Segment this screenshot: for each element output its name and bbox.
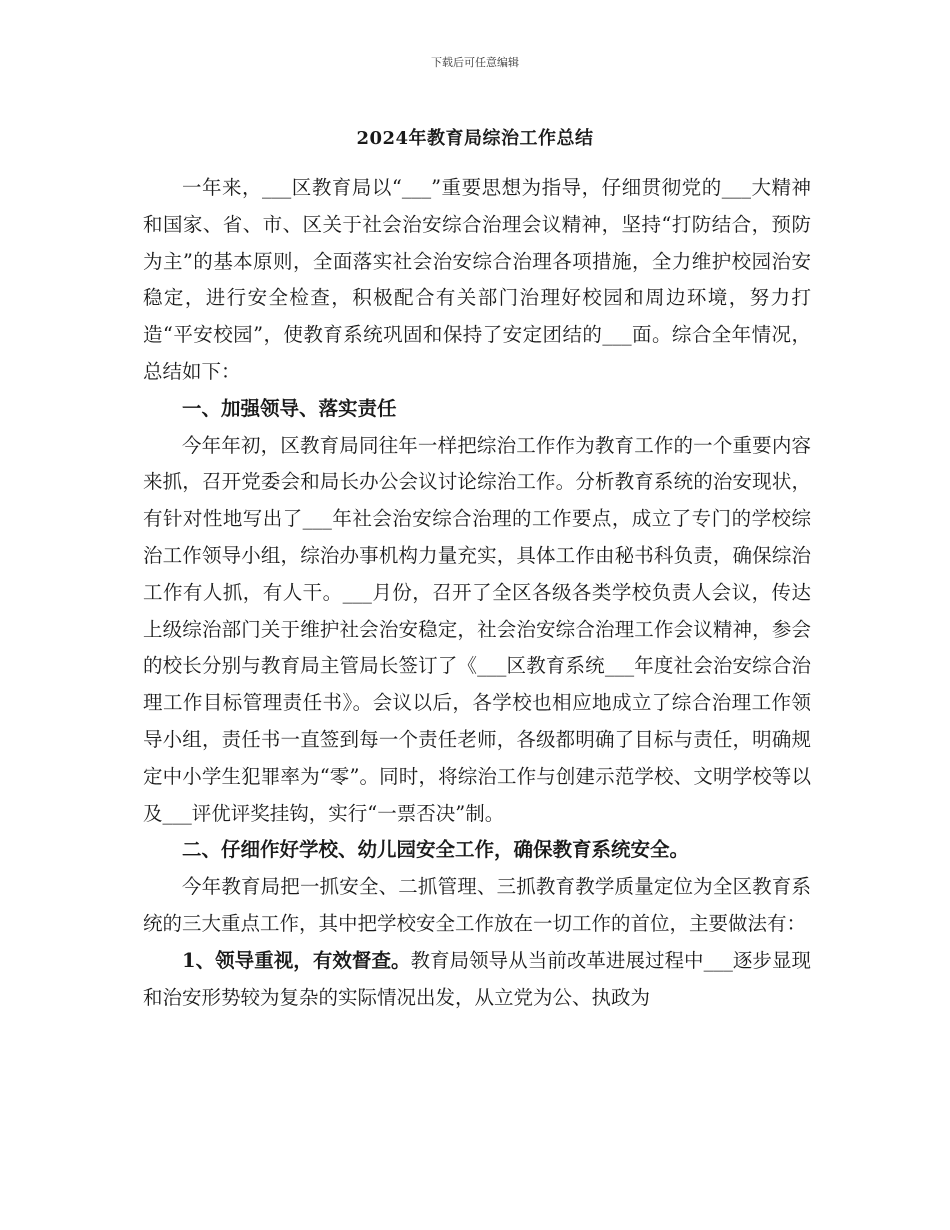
section-2-heading: 二、仔细作好学校、幼儿园安全工作，确保教育系统安全。	[182, 838, 690, 862]
document-body	[143, 170, 811, 1016]
intro-paragraph: 一年来，___区教育局以“___”重要思想为指导，仔细贯彻党的___大精神和国家、省、市、区关于社会治安综合治理会议精神，坚持“打防结合，预防为主”的基本原则，全面落实社会治安综合治理各项措施，全力维护校园治安稳定，进行安全检查，积极配合有关部门治理好校园和周边环境，努力打造“平安校园”，使教育系统巩固和保持了安定团结的___面。综合全年情况，总结如下：	[143, 176, 811, 383]
item-1-text: 教育局领导从当前改革进展过程中___逐步显现和治安形势较为复杂的实际情况出发，从立党为公、执政为	[143, 948, 811, 1009]
item-1-lead: 1、领导重视，有效督查。	[182, 948, 411, 972]
section-1-heading: 一、加强领导、落实责任	[182, 396, 397, 420]
header-note: 下载后可任意编辑	[431, 56, 519, 69]
item-1-paragraph	[143, 943, 811, 1017]
section-2-paragraph: 今年教育局把一抓安全、二抓管理、三抓教育教学质量定位为全区教育系统的三大重点工作，其中把学校安全工作放在一切工作的首位，主要做法有：	[143, 875, 811, 935]
section-1-paragraph: 今年年初，区教育局同往年一样把综治工作作为教育工作的一个重要内容来抓，召开党委会和局长办公会议讨论综治工作。分析教育系统的治安现状，有针对性地写出了___年社会治安综合治理的工作要点，成立了专门的学校综治工作领导小组，综治办事机构力量充实，具体工作由秘书科负责，确保综治工作有人抓，有人干。___月份，召开了全区各级各类学校负责人会议，传达上级综治部门关于维护社会治安稳定，社会治安综合治理工作会议精神，参会的校长分别与教育局主管局长签订了《___区教育系统___年度社会治安综合治理工作目标管理责任书》。会议以后，各学校也相应地成立了综合治理工作领导小组，责任书一直签到每一个责任老师，各级都明确了目标与责任，明确规定中小学生犯罪率为“零”。同时，将综治工作与创建示范学校、文明学校等以及___评优评奖挂钩，实行“一票否决”制。	[143, 433, 811, 825]
document-title: 2024年教育局综治工作总结	[356, 128, 594, 149]
